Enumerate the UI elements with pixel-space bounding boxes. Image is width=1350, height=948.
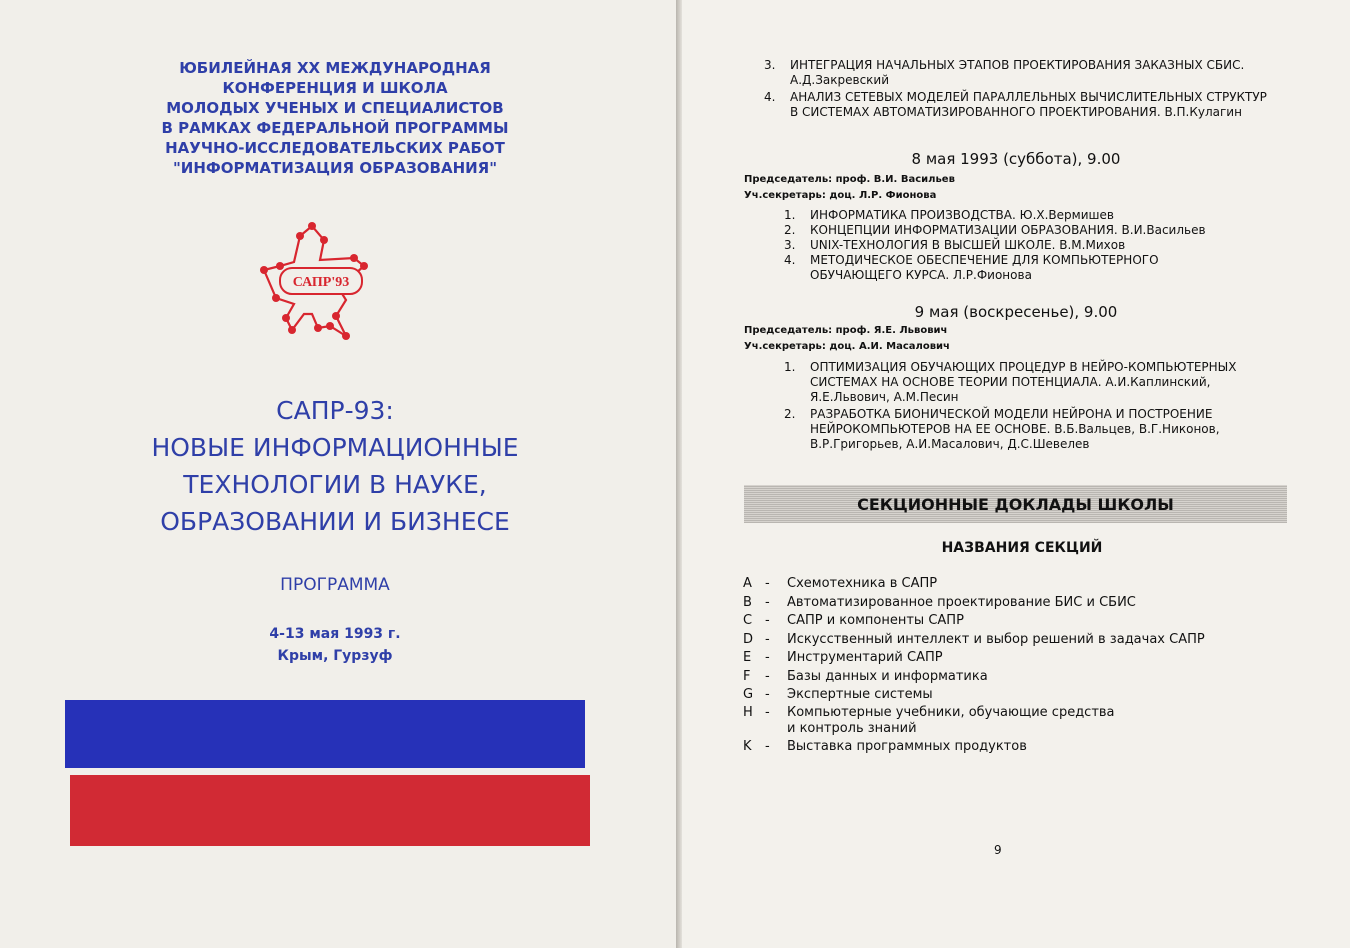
section-letter: G xyxy=(743,687,754,702)
session-secretary: Уч.секретарь: доц. А.И. Масалович xyxy=(744,341,950,352)
section-dash: - xyxy=(765,613,770,628)
header-line: "ИНФОРМАТИЗАЦИЯ ОБРАЗОВАНИЯ" xyxy=(172,159,498,177)
section-dash: - xyxy=(765,632,770,647)
header-line: В РАМКАХ ФЕДЕРАЛЬНОЙ ПРОГРАММЫ xyxy=(161,119,509,137)
sections-title: НАЗВАНИЯ СЕКЦИЙ xyxy=(941,540,1103,556)
section-letter: B xyxy=(743,595,752,610)
item-number: 3. xyxy=(764,58,776,72)
section-name: Экспертные системы xyxy=(787,687,933,702)
list-item xyxy=(784,238,1230,253)
conference-header xyxy=(130,58,540,178)
item-number: 3. xyxy=(784,238,796,252)
header-line: МОЛОДЫХ УЧЕНЫХ И СПЕЦИАЛИСТОВ xyxy=(166,99,504,117)
session-chair: Председатель: проф. В.И. Васильев xyxy=(744,174,955,185)
conference-dates: 4-13 мая 1993 г. xyxy=(269,626,401,642)
program-label: ПРОГРАММА xyxy=(280,575,390,595)
item-text: ИНТЕГРАЦИЯ НАЧАЛЬНЫХ ЭТАПОВ ПРОЕКТИРОВАНИЯ ЗАКАЗНЫХ СБИС. А.Д.Закревский xyxy=(790,58,1245,87)
section-name: Автоматизированное проектирование БИС и СБИС xyxy=(787,595,1136,610)
list-item xyxy=(784,253,1230,283)
item-number: 2. xyxy=(784,223,796,237)
item-text: ОПТИМИЗАЦИЯ ОБУЧАЮЩИХ ПРОЦЕДУР В НЕЙРО-КОМПЬЮТЕРНЫХ СИСТЕМАХ НА ОСНОВЕ ТЕОРИИ ПОТЕНЦИАЛА. А.И.Каплинский, Я.Е.Львович, А.М.Песин xyxy=(810,360,1237,404)
section-row xyxy=(743,739,1027,754)
section-row xyxy=(743,595,1136,610)
item-number: 2. xyxy=(784,407,796,421)
section-letter: E xyxy=(743,650,752,665)
session1-items xyxy=(784,208,1230,283)
title-line: ОБРАЗОВАНИИ И БИЗНЕСЕ xyxy=(160,507,510,536)
section-name: Схемотехника в САПР xyxy=(787,576,938,591)
title-line: САПР-93: xyxy=(276,396,394,425)
section-dash: - xyxy=(765,739,770,754)
item-number: 1. xyxy=(784,208,796,222)
title-line: ТЕХНОЛОГИИ В НАУКЕ, xyxy=(183,470,487,499)
section-dash: - xyxy=(765,705,770,720)
item-text: UNIX-ТЕХНОЛОГИЯ В ВЫСШЕЙ ШКОЛЕ. В.М.Михов xyxy=(810,238,1126,252)
section-row xyxy=(743,576,937,591)
section-name: Инструментарий САПР xyxy=(787,650,943,665)
section-name: Компьютерные учебники, обучающие средства xyxy=(787,705,1115,720)
section-letter: F xyxy=(743,669,751,684)
section-letter: H xyxy=(743,705,753,720)
section-name: Базы данных и информатика xyxy=(787,669,988,684)
section-dash: - xyxy=(765,669,770,684)
session-heading: 8 мая 1993 (суббота), 9.00 xyxy=(911,150,1121,168)
list-item xyxy=(764,90,1270,120)
section-row xyxy=(743,632,1205,647)
section-row xyxy=(743,650,943,665)
list-item xyxy=(784,407,1265,452)
section-name: Выставка программных продуктов xyxy=(787,739,1027,754)
header-line: ЮБИЛЕЙНАЯ XX МЕЖДУНАРОДНАЯ xyxy=(179,59,491,77)
header-line: КОНФЕРЕНЦИЯ И ШКОЛА xyxy=(222,79,448,97)
session-secretary: Уч.секретарь: доц. Л.Р. Фионова xyxy=(744,190,937,201)
section-letter: D xyxy=(743,632,754,647)
flag-band-blue xyxy=(65,700,585,768)
section-letter: K xyxy=(743,739,752,754)
item-number: 4. xyxy=(784,253,796,267)
item-text: АНАЛИЗ СЕТЕВЫХ МОДЕЛЕЙ ПАРАЛЛЕЛЬНЫХ ВЫЧИСЛИТЕЛЬНЫХ СТРУКТУР В СИСТЕМАХ АВТОМАТИЗИРОВАННОГО ПРОЕКТИРОВАНИЯ. В.П.Кулагин xyxy=(790,90,1267,119)
item-number: 1. xyxy=(784,360,796,374)
conference-place: Крым, Гурзуф xyxy=(277,648,393,664)
list-item xyxy=(784,360,1265,405)
header-line: НАУЧНО-ИССЛЕДОВАТЕЛЬСКИХ РАБОТ xyxy=(165,139,505,157)
sapr-star-logo xyxy=(252,218,402,348)
section-row xyxy=(743,669,988,684)
item-number: 4. xyxy=(764,90,776,104)
session-chair: Председатель: проф. Я.Е. Львович xyxy=(744,325,948,336)
list-item xyxy=(784,208,1230,223)
item-text: КОНЦЕПЦИИ ИНФОРМАТИЗАЦИИ ОБРАЗОВАНИЯ. В.И.Васильев xyxy=(810,223,1206,237)
session2-items xyxy=(784,360,1265,452)
section-dash: - xyxy=(765,595,770,610)
item-text: МЕТОДИЧЕСКОЕ ОБЕСПЕЧЕНИЕ ДЛЯ КОМПЬЮТЕРНОГО ОБУЧАЮЩЕГО КУРСА. Л.Р.Фионова xyxy=(810,253,1159,282)
page-number: 9 xyxy=(994,843,1002,857)
section-letter: A xyxy=(743,576,752,591)
section-dash: - xyxy=(765,650,770,665)
list-item xyxy=(764,58,1270,88)
right-page xyxy=(682,0,1350,948)
section-row xyxy=(743,687,933,702)
section-row xyxy=(743,613,964,628)
section-row xyxy=(743,705,1115,720)
flag-band-red xyxy=(70,775,590,846)
section-name: и контроль знаний xyxy=(787,721,917,736)
section-dash: - xyxy=(765,576,770,591)
logo-text: САПР'93 xyxy=(292,275,350,290)
section-letter: C xyxy=(743,613,753,628)
session-heading: 9 мая (воскресенье), 9.00 xyxy=(914,303,1118,321)
section-name: Искусственный интеллект и выбор решений в задачах САПР xyxy=(787,632,1205,647)
section-dash: - xyxy=(765,687,770,702)
section-name: САПР и компоненты САПР xyxy=(787,613,964,628)
item-text: РАЗРАБОТКА БИОНИЧЕСКОЙ МОДЕЛИ НЕЙРОНА И ПОСТРОЕНИЕ НЕЙРОКОМПЬЮТЕРОВ НА ЕЕ ОСНОВЕ. В.Б.Вальцев, В.Г.Никонов, В.Р.Григорьев, А.И.Масалович, Д.С.Шевелев xyxy=(810,407,1220,451)
section-row xyxy=(743,721,917,736)
list-item xyxy=(784,223,1230,238)
section-banner: СЕКЦИОННЫЕ ДОКЛАДЫ ШКОЛЫ xyxy=(744,485,1287,523)
top-items-list xyxy=(764,58,1270,120)
item-text: ИНФОРМАТИКА ПРОИЗВОДСТВА. Ю.Х.Вермишев xyxy=(810,208,1114,222)
title-block xyxy=(110,392,560,540)
title-line: НОВЫЕ ИНФОРМАЦИОННЫЕ xyxy=(151,433,519,462)
